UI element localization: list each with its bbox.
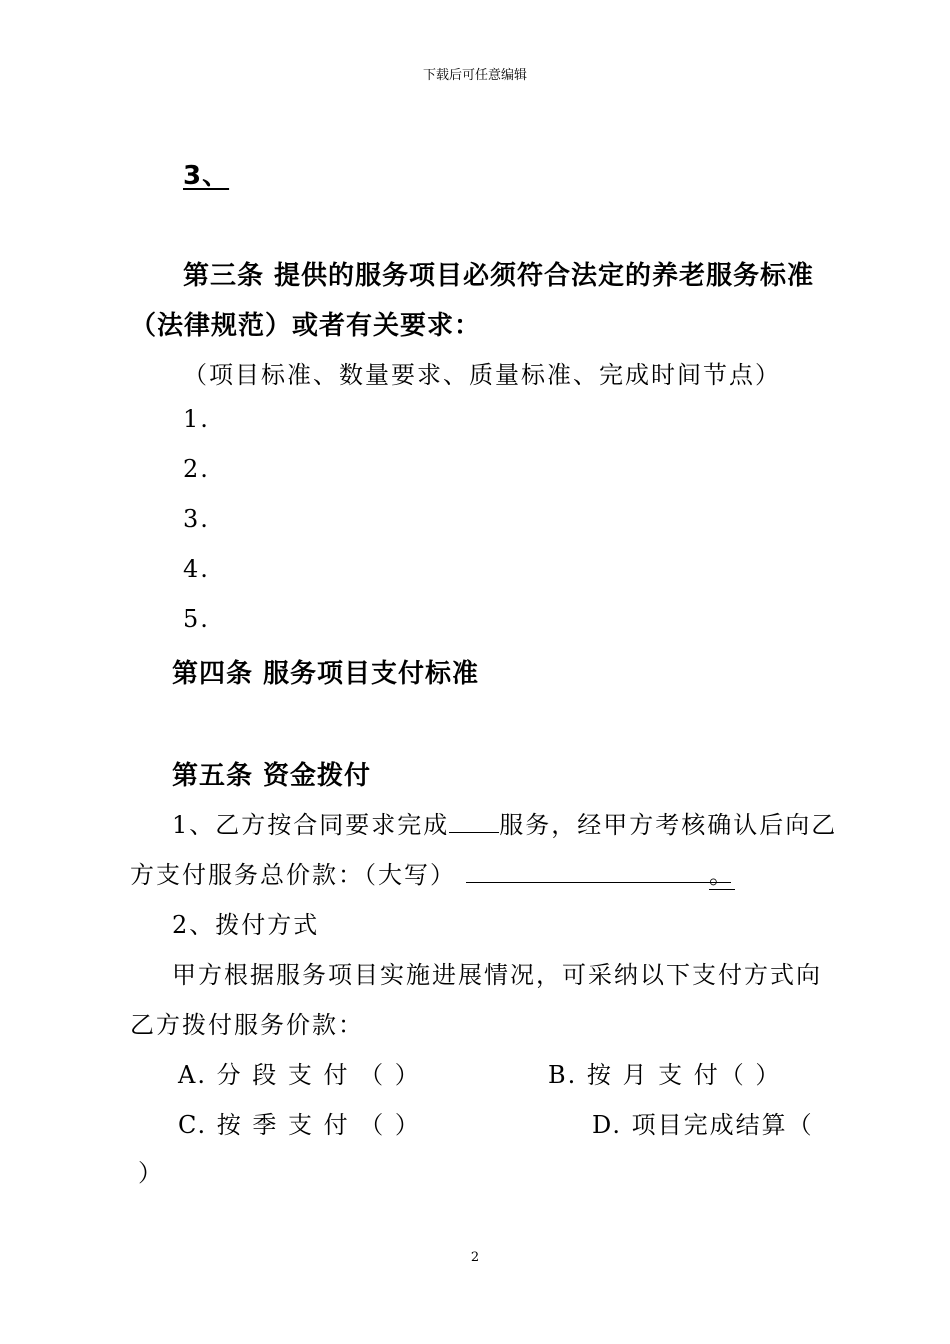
article-3-note: （项目标准、数量要求、质量标准、完成时间节点） (183, 361, 781, 389)
option-a: A. 分 段 支 付 （ ） (178, 1061, 421, 1089)
para-1-part-c: 方支付服务总价款：（大写） (130, 861, 456, 889)
article-3-item-5: 5. (183, 605, 210, 633)
service-blank (449, 831, 499, 833)
article-3-item-3: 3. (183, 505, 210, 533)
article-5-para-2: 2、拨付方式 (172, 911, 320, 939)
page-number: 2 (470, 1250, 480, 1265)
option-c: C. 按 季 支 付 （ ） (178, 1111, 421, 1139)
page-header: 下载后可任意编辑 (422, 68, 527, 83)
item-3-heading: 3、 (183, 161, 230, 191)
article-3-item-1: 1. (183, 405, 210, 433)
article-5-title: 第五条 资金拨付 (172, 761, 372, 791)
article-5-para-1-line2 (130, 855, 735, 890)
amount-blank (466, 881, 731, 883)
para-1-part-b: 服务，经甲方考核确认后向乙 (499, 811, 838, 839)
article-5-para-1-line1 (172, 805, 837, 840)
article-3-title-line2: （法律规范）或者有关要求： (130, 311, 482, 341)
option-d: D. 项目完成结算（ (592, 1111, 814, 1139)
option-b: B. 按 月 支 付（ ） (548, 1061, 782, 1089)
article-3-item-2: 2. (183, 455, 210, 483)
article-3-title-line1: 第三条 提供的服务项目必须符合法定的养老服务标准 (183, 261, 815, 291)
article-5-para-3-line1: 甲方根据服务项目实施进展情况，可采纳以下支付方式向 (172, 961, 822, 989)
para-1-end: 。 (709, 861, 735, 889)
article-3-item-4: 4. (183, 555, 210, 583)
option-d-end: ） (138, 1159, 164, 1187)
article-4-title: 第四条 服务项目支付标准 (172, 659, 480, 689)
article-5-para-3-line2: 乙方拨付服务价款： (130, 1011, 364, 1039)
para-1-part-a: 1、乙方按合同要求完成 (172, 811, 450, 839)
